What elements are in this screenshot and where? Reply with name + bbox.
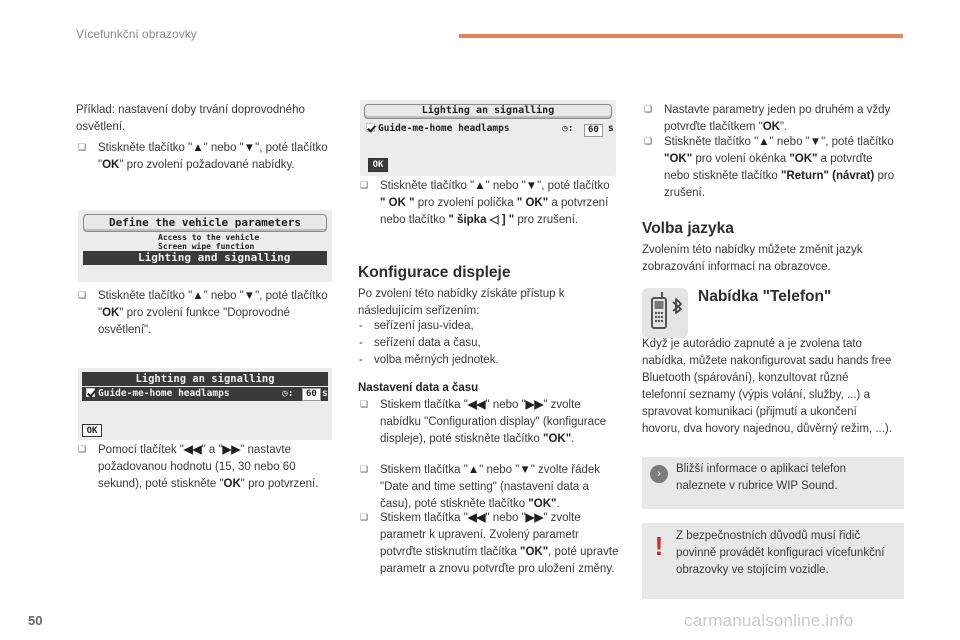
screen-ok-button: OK [82,424,102,437]
bullet-icon: ❑ [360,464,369,474]
language-description: Zvolením této nabídky můžete změnit jazyk zobrazování informací na obrazovce. [642,244,863,274]
step-confirm-return: ❑ Stiskněte tlačítko "▲" nebo "▼", poté tlačítko "OK" pro volení okénka "OK" a potvrďte nebo stiskněte tlačítko "Return" (návrat) pro zrušení. [644,136,895,200]
warning-box-text: Z bezpečnostních důvodů musí řidič povinně provádět konfiguraci vícefunkční obrazovky ve stojícím vozidle. [676,530,885,577]
step-date-select-menu: ❑ Stiskem tlačítka "◀◀" nebo "▶▶" zvolte nabídku "Configuration display" (konfigurace displeje), poté stiskněte tlačítko "OK". [360,399,607,446]
screen-menu-item-selected: Lighting and signalling [83,251,327,265]
screen-menu-header: Lighting an signalling [82,372,328,386]
duration-value: 60 [584,124,603,137]
page-number: 50 [28,613,43,628]
info-box-text: Bližší informace o aplikaci telefon naleznete v rubrice WIP Sound. [676,463,847,493]
duration-unit: s [322,388,328,399]
subheading-date-time: Nastavení data a času [358,382,479,394]
step-select-menu: ❑ Stiskněte tlačítko "▲" nebo "▼", poté tlačítko "OK" pro zvolení požadované nabídky. [78,142,328,172]
bullet-icon: ❑ [644,136,653,146]
step-set-value: ❑ Pomocí tlačítek "◀◀" a "▶▶" nastavte požadovanou hodnotu (15, 30 nebo 60 sekund), poté stiskněte "OK" pro potvrzení. [78,444,319,491]
screen-menu-item: Screen wipe function [158,242,255,251]
step-confirm-ok: ❑ Stiskněte tlačítko "▲" nebo "▼", poté tlačítko " OK " pro zvolení políčka " OK" a potvrzení nebo tlačítko " šipka ◁ ] " pro zrušení. [360,180,610,227]
bullet-icon: ❑ [78,444,87,454]
step-set-parameters: ❑ Nastavte parametry jeden po druhém a vždy potvrďte tlačítkem "OK". [644,104,891,134]
screen-menu-header: Lighting an signalling [364,104,612,119]
step-select-function: ❑ Stiskněte tlačítko "▲" nebo "▼", poté tlačítko "OK" pro zvolení funkce "Doprovodné osvětlení". [78,290,328,337]
warning-box-safety [642,523,904,599]
bullet-icon: ❑ [360,180,369,190]
bullet-icon: ❑ [78,290,87,300]
screen-menu-header: Define the vehicle parameters [83,214,327,232]
duration-unit: s [608,123,614,134]
display-config-list [358,318,616,369]
exclamation-icon: ! [654,531,664,561]
bullet-icon: ❑ [360,399,369,409]
clock-icon: ◷: [562,123,574,134]
list-item: - volba měrných jednotek. [358,352,616,369]
list-item: - seřízení jasu-videa, [358,318,616,335]
screen-lighting-signalling-bottom [78,368,332,440]
screen-option-row: Guide-me-home headlamps ◷: 60 s [366,122,612,136]
example-intro: Příklad: nastavení doby trvání doprovodného osvětlení. [76,104,305,134]
page-header-title: Vícefunkční obrazovky [76,27,197,41]
bullet-icon: ❑ [360,512,369,522]
display-config-intro: Po zvolení této nabídky získáte přístup k následujícím seřízením: [358,288,565,318]
step-date-edit-parameter: ❑ Stiskem tlačítka "◀◀" nebo "▶▶" zvolte parametr k upravení. Zvolený parametr potvrďte stisknutím tlačítka "OK", poté upravte parametr a znovu potvrďte pro uložení změny. [360,512,619,576]
step-date-select-line: ❑ Stiskem tlačítka "▲" nebo "▼" zvolte řádek "Date and time setting" (nastavení data a času), poté stiskněte tlačítko "OK". [360,464,601,511]
section-heading-display-config: Konfigurace displeje [358,264,511,281]
bullet-icon: ❑ [644,104,653,114]
phone-menu-description: Když je autorádio zapnuté a je zvolena tato nabídka, můžete nakonfigurovat sadu hands free Bluetooth (spárování), konzultovat různé telefonní seznamy (výpis volání, služby, ...) a spravovat komunikaci (přijmutí a ukončení hovoru, dva hovory najednou, důvěrný režim, ...). [642,338,892,436]
bullet-icon: ❑ [78,142,87,152]
section-heading-language: Volba jazyka [642,220,734,237]
screen-ok-button: OK [368,158,388,172]
chevron-right-icon: › [650,465,668,483]
section-heading-phone-menu: Nabídka "Telefon" [698,288,832,305]
screen-option-row-selected: Guide-me-home headlamps ◷: 60 s [82,387,328,401]
checkbox-icon [366,123,375,132]
bluetooth-phone-icon [640,286,690,340]
list-item: - seřízení data a času, [358,335,616,352]
checkbox-icon [86,388,95,397]
clock-icon: ◷: [282,388,294,399]
screen-vehicle-parameters [78,210,332,282]
screen-menu-item: Access to the vehicle [158,233,260,242]
watermark-text: carmanualsonline.info [684,611,854,630]
info-box-phone [642,457,904,509]
screen-lighting-signalling-top [360,100,616,176]
duration-value: 60 [302,388,321,401]
header-accent-rule [459,34,903,38]
